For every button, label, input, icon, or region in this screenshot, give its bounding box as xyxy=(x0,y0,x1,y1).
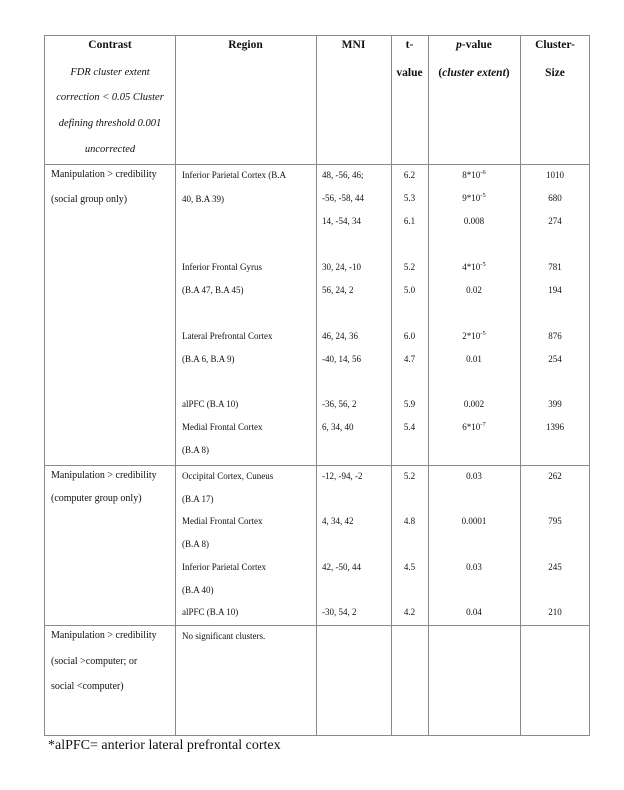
contrast-note-line: correction < 0.05 Cluster xyxy=(56,92,164,103)
cluster-size: 876 xyxy=(548,331,562,341)
t-value: 6.0 xyxy=(403,331,416,341)
header-contrast: Contrast xyxy=(88,39,132,51)
contrast-label: (social >computer; or xyxy=(51,656,138,667)
header-region: Region xyxy=(228,39,263,51)
p-value: 0.008 xyxy=(463,216,485,226)
region-name: Inferior Parietal Cortex (B.A xyxy=(182,170,286,180)
t-value: 5.0 xyxy=(403,285,416,295)
contrast-label: social <computer) xyxy=(51,681,124,692)
contrast-note-line: uncorrected xyxy=(84,144,136,155)
p-value: $6*10^{-7}$ xyxy=(462,421,486,432)
region-name: (B.A 47, B.A 45) xyxy=(182,285,244,295)
t-value: 5.4 xyxy=(403,422,416,432)
mni-coord: 6, 34, 40 xyxy=(322,422,354,432)
contrast-label: (social group only) xyxy=(51,194,128,205)
region-name: alPFC (B.A 10) xyxy=(182,607,239,617)
region-name: 40, B.A 39) xyxy=(182,194,225,204)
mni-coord: 42, -50, 44 xyxy=(322,562,361,572)
cluster-size: 262 xyxy=(548,471,562,481)
contrast-label: Manipulation > credibility xyxy=(51,470,157,481)
region-name: (B.A 17) xyxy=(182,494,214,504)
header-t-value-line2: value xyxy=(396,67,423,79)
p-value: 0.03 xyxy=(466,562,482,572)
t-value: 4.7 xyxy=(403,354,416,364)
mni-coord: -40, 14, 56 xyxy=(322,354,361,364)
region-name: Inferior Parietal Cortex xyxy=(182,562,266,572)
contrast-note-line: defining threshold 0.001 xyxy=(58,118,162,129)
cluster-size: 194 xyxy=(548,285,562,295)
region-name: Medial Frontal Cortex xyxy=(182,422,263,432)
p-value: 0.01 xyxy=(466,354,482,364)
p-value: 0.002 xyxy=(463,399,485,409)
p-value: $2*10^{-5}$ xyxy=(462,330,486,341)
region-name: Inferior Frontal Gyrus xyxy=(182,262,262,272)
mni-coord: -56, -58, 44 xyxy=(322,193,364,203)
p-value: $8*10^{-6}$ xyxy=(462,169,486,180)
p-value: 0.02 xyxy=(466,285,482,295)
t-value: 5.9 xyxy=(403,399,416,409)
cluster-size: 210 xyxy=(548,607,562,617)
t-value: 6.1 xyxy=(403,216,416,226)
results-table xyxy=(44,35,590,736)
cluster-size: 274 xyxy=(548,216,562,226)
region-name: (B.A 6, B.A 9) xyxy=(182,354,235,364)
header-t-value: t- xyxy=(405,39,414,51)
cluster-size: 1396 xyxy=(546,422,564,432)
column-divider xyxy=(520,36,521,735)
row-divider xyxy=(45,164,589,165)
region-name: Medial Frontal Cortex xyxy=(182,516,263,526)
mni-coord: 46, 24, 36 xyxy=(322,331,358,341)
header-p-value-sub: (cluster extent) xyxy=(438,67,510,79)
cluster-size: 254 xyxy=(548,354,562,364)
region-name: No significant clusters. xyxy=(182,631,266,641)
cluster-size: 795 xyxy=(548,516,562,526)
row-divider xyxy=(45,625,589,626)
contrast-label: Manipulation > credibility xyxy=(51,630,157,641)
region-name: Occipital Cortex, Cuneus xyxy=(182,471,274,481)
mni-coord: 56, 24, 2 xyxy=(322,285,354,295)
mni-coord: -30, 54, 2 xyxy=(322,607,357,617)
mni-coord: 48, -56, 46; xyxy=(322,170,364,180)
row-divider xyxy=(45,465,589,466)
cluster-size: 1010 xyxy=(546,170,564,180)
t-value: 5.3 xyxy=(403,193,416,203)
mni-coord: 30, 24, -10 xyxy=(322,262,361,272)
column-divider xyxy=(316,36,317,735)
header-cluster-size: Cluster- xyxy=(535,39,575,51)
contrast-note-line: FDR cluster extent xyxy=(70,67,150,78)
region-name: (B.A 40) xyxy=(182,585,214,595)
t-value: 4.5 xyxy=(403,562,416,572)
p-value: 0.03 xyxy=(466,471,482,481)
region-name: (B.A 8) xyxy=(182,539,209,549)
contrast-label: (computer group only) xyxy=(51,493,142,504)
column-divider xyxy=(175,36,176,735)
region-name: (B.A 8) xyxy=(182,445,209,455)
region-name: alPFC (B.A 10) xyxy=(182,399,239,409)
t-value: 5.2 xyxy=(403,262,416,272)
cluster-size: 245 xyxy=(548,562,562,572)
t-value: 4.2 xyxy=(403,607,416,617)
cluster-size: 680 xyxy=(548,193,562,203)
cluster-size: 781 xyxy=(548,262,562,272)
p-value: $9*10^{-5}$ xyxy=(462,192,486,203)
header-cluster-size-line2: Size xyxy=(545,67,565,79)
t-value: 6.2 xyxy=(403,170,416,180)
mni-coord: 14, -54, 34 xyxy=(322,216,361,226)
mni-coord: -12, -94, -2 xyxy=(322,471,363,481)
t-value: 4.8 xyxy=(403,516,416,526)
mni-coord: 4, 34, 42 xyxy=(322,516,354,526)
contrast-label: Manipulation > credibility xyxy=(51,169,157,180)
p-value: 0.0001 xyxy=(461,516,487,526)
region-name: Lateral Prefrontal Cortex xyxy=(182,331,273,341)
header-mni: MNI xyxy=(341,39,366,51)
header-p-value: p-value xyxy=(456,39,492,51)
footnote: *alPFC= anterior lateral prefrontal cortex xyxy=(48,738,281,753)
t-value: 5.2 xyxy=(403,471,416,481)
mni-coord: -36, 56, 2 xyxy=(322,399,357,409)
column-divider xyxy=(428,36,429,735)
column-divider xyxy=(391,36,392,735)
cluster-size: 399 xyxy=(548,399,562,409)
p-value: 0.04 xyxy=(466,607,482,617)
p-value: $4*10^{-5}$ xyxy=(462,261,486,272)
